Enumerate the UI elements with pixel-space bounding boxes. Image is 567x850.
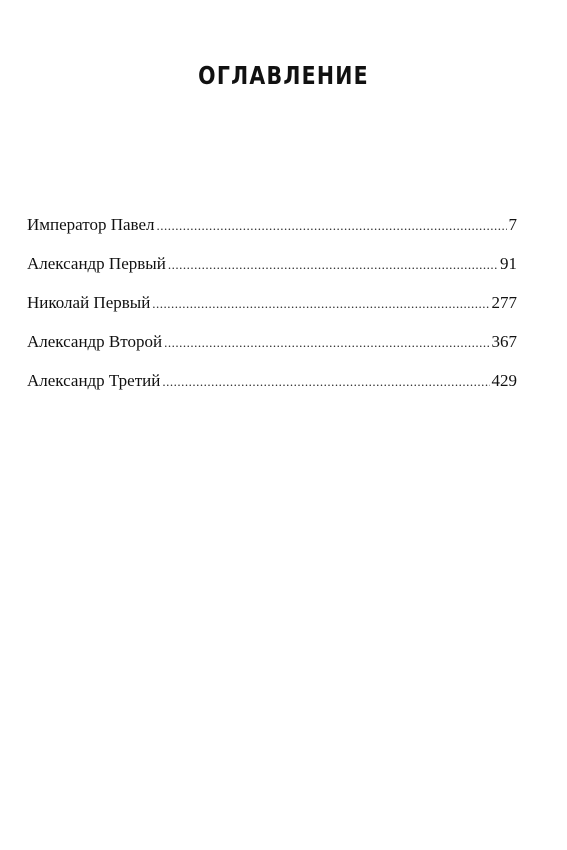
toc-page-number: 91: [500, 254, 517, 273]
toc-entry-title: Александр Второй: [27, 332, 163, 351]
toc-page-number: 367: [491, 332, 517, 351]
toc-dot-leader: [152, 291, 489, 317]
toc-entry-title: Александр Первый: [27, 254, 166, 273]
page-title: ОГЛАВЛЕНИЕ: [198, 61, 369, 90]
toc-entry-alexander-second[interactable]: [27, 329, 517, 368]
toc-entry-title: Николай Первый: [27, 293, 151, 312]
toc-dot-leader: [168, 252, 498, 278]
toc-entry-title: Александр Третий: [27, 371, 161, 390]
toc-dot-leader: [164, 330, 489, 356]
toc-dot-leader: [157, 213, 507, 239]
toc-entry-alexander-first[interactable]: [27, 251, 517, 290]
toc-page-number: 429: [491, 371, 517, 390]
toc-page-number: 277: [491, 293, 517, 312]
toc-page-number: 7: [508, 215, 517, 234]
toc-entry-emperor-paul[interactable]: [27, 212, 517, 251]
toc-entry-title: Император Павел: [27, 215, 155, 234]
toc-dot-leader: [162, 369, 489, 395]
toc-entry-alexander-third[interactable]: [27, 368, 517, 407]
table-of-contents: [27, 212, 517, 407]
toc-entry-nicholas-first[interactable]: [27, 290, 517, 329]
